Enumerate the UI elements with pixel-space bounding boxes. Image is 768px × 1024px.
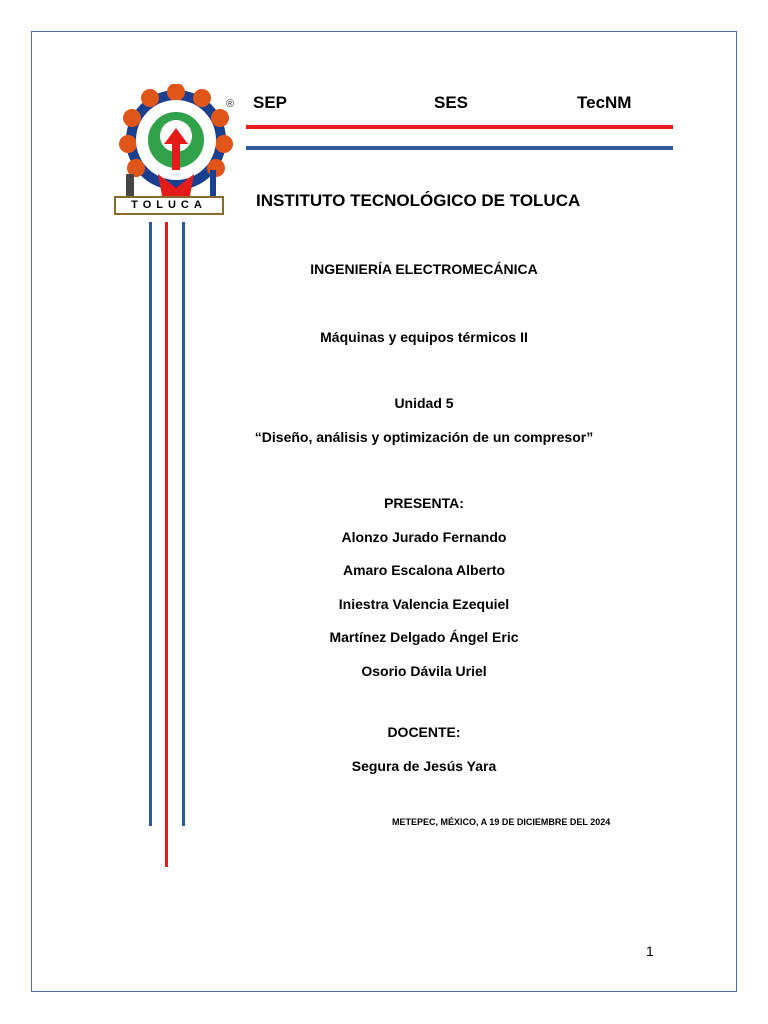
subject-name: Máquinas y equipos térmicos II [320, 329, 528, 345]
left-blue-line-2 [182, 222, 185, 826]
header-tecnm: TecNM [577, 93, 632, 112]
student-name: Iniestra Valencia Ezequiel [338, 596, 510, 612]
docente-name: Segura de Jesús Yara [351, 758, 497, 774]
header-blue-line [246, 146, 673, 150]
career-name: INGENIERÍA ELECTROMECÁNICA [310, 261, 538, 277]
header-ses: SES [434, 93, 469, 112]
presenta-label: PRESENTA: [384, 495, 464, 511]
page-number: 1 [646, 943, 654, 959]
institution-title: INSTITUTO TECNOLÓGICO DE TOLUCA [256, 191, 581, 210]
student-name: Martínez Delgado Ángel Eric [329, 629, 519, 645]
header-red-line [246, 125, 673, 129]
logo-toluca-label: TOLUCA [114, 196, 224, 215]
left-blue-line [149, 222, 152, 826]
left-red-line [165, 222, 168, 867]
student-name: Osorio Dávila Uriel [361, 663, 487, 679]
place-date: METEPEC, MÉXICO, A 19 DE DICIEMBRE DEL 2024 [392, 817, 611, 827]
unit-label: Unidad 5 [394, 395, 454, 411]
docente-label: DOCENTE: [387, 724, 461, 740]
topic-title: “Diseño, análisis y optimización de un compresor” [254, 429, 594, 445]
header-sep: SEP [253, 93, 288, 112]
student-name: Amaro Escalona Alberto [342, 562, 506, 578]
registered-mark: ® [226, 98, 235, 110]
student-name: Alonzo Jurado Fernando [341, 529, 507, 545]
